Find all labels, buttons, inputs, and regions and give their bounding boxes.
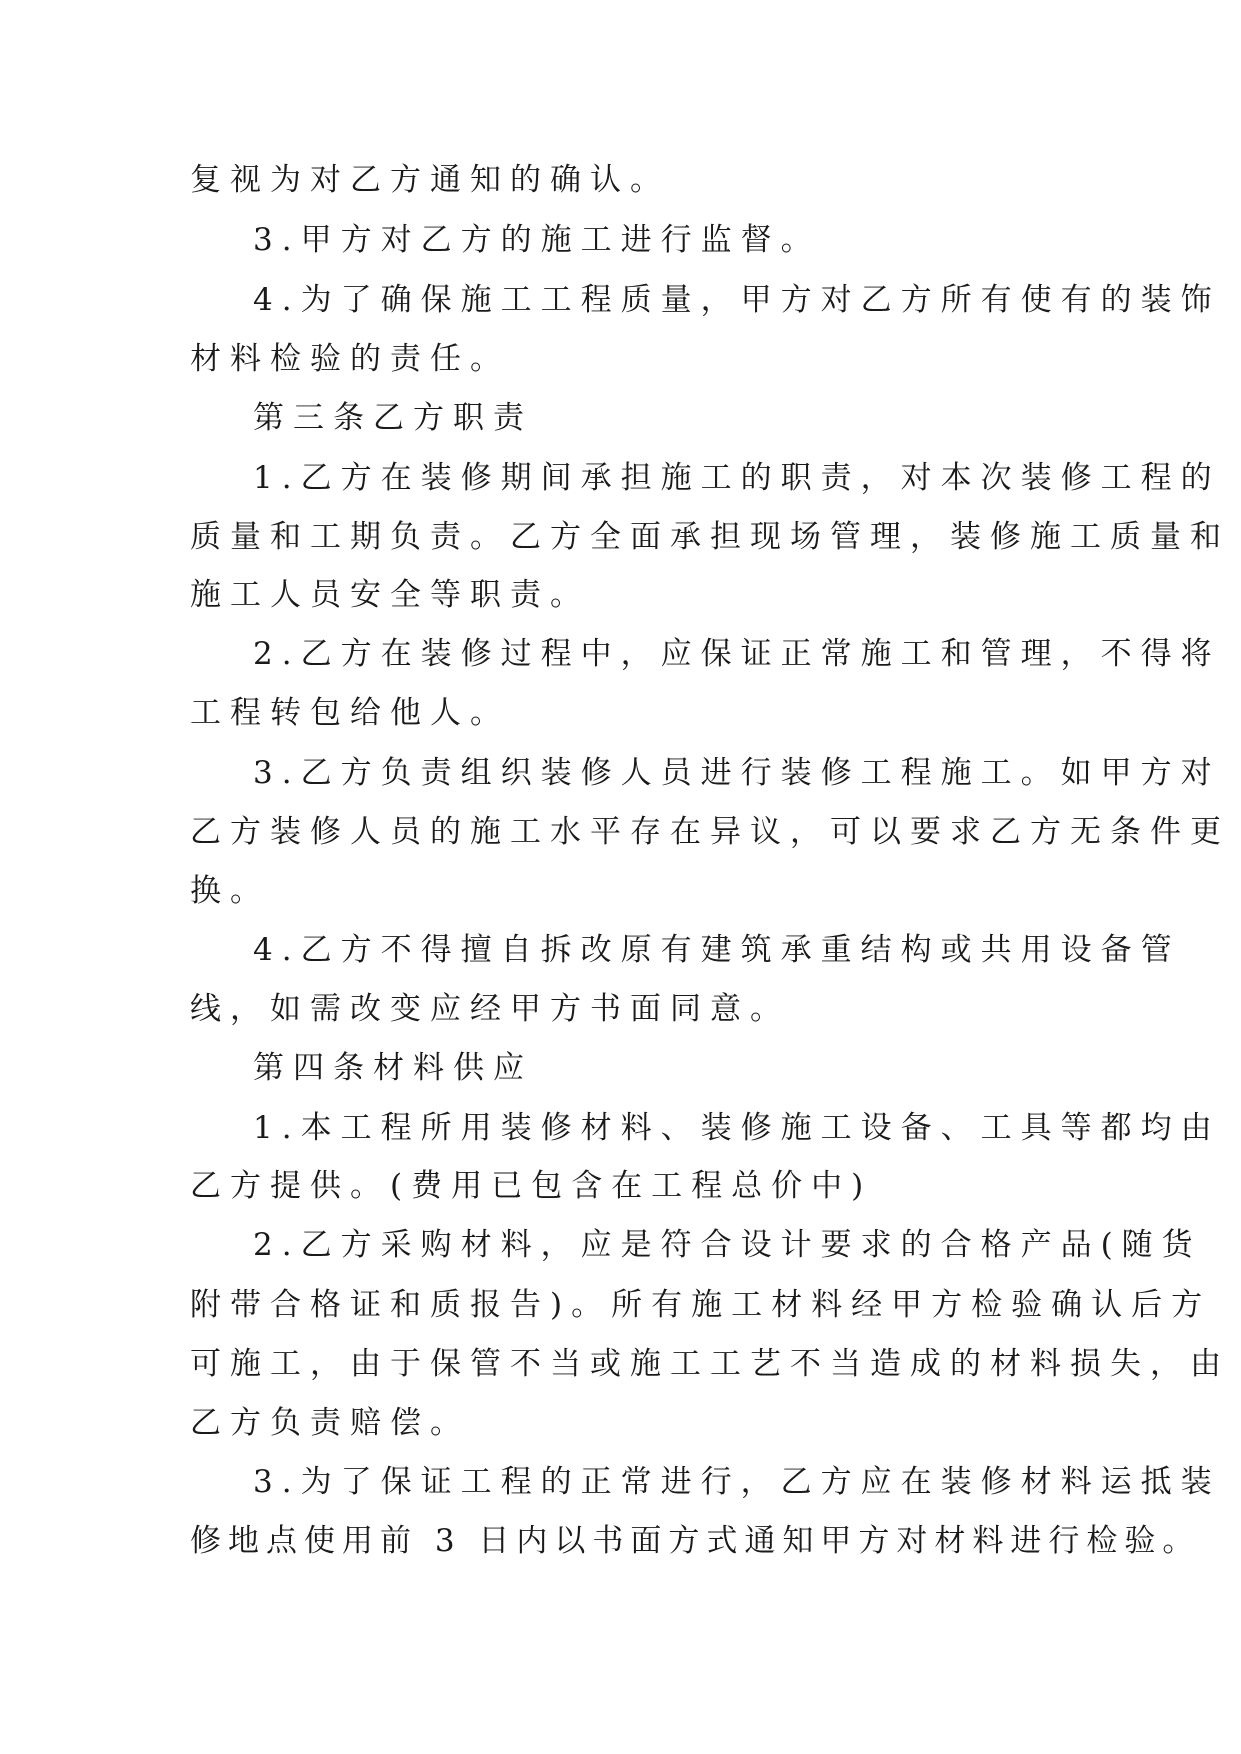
paragraph-line: 3.为了保证工程的正常进行，乙方应在装修材料运抵装 xyxy=(253,1464,1221,1500)
paragraph-line: 2.乙方采购材料，应是符合设计要求的合格产品(随货 xyxy=(253,1227,1202,1263)
paragraph-line: 乙方负责赔偿。 xyxy=(190,1405,470,1441)
paragraph-line: 材料检验的责任。 xyxy=(190,341,510,377)
paragraph-line: 1.本工程所用装修材料、装修施工设备、工具等都均由 xyxy=(253,1110,1221,1146)
paragraph-line: 可施工，由于保管不当或施工工艺不当造成的材料损失，由 xyxy=(190,1346,1230,1382)
paragraph-line: 换。 xyxy=(190,873,270,909)
paragraph-line: 线，如需改变应经甲方书面同意。 xyxy=(190,991,790,1027)
paragraph-line: 乙方装修人员的施工水平存在异议，可以要求乙方无条件更 xyxy=(190,814,1230,850)
paragraph-line: 4.为了确保施工工程质量，甲方对乙方所有使有的装饰 xyxy=(253,282,1221,318)
paragraph-line: 3.甲方对乙方的施工进行监督。 xyxy=(253,222,821,258)
paragraph-line: 3.乙方负责组织装修人员进行装修工程施工。如甲方对 xyxy=(253,755,1221,791)
paragraph-line: 2.乙方在装修过程中，应保证正常施工和管理，不得将 xyxy=(253,636,1221,672)
section-heading: 第四条材料供应 xyxy=(253,1050,533,1086)
paragraph-line: 1.乙方在装修期间承担施工的职责，对本次装修工程的 xyxy=(253,460,1221,496)
section-heading: 第三条乙方职责 xyxy=(253,400,533,436)
paragraph-line: 4.乙方不得擅自拆改原有建筑承重结构或共用设备管 xyxy=(253,932,1181,968)
paragraph-line: 修地点使用前 3 日内以书面方式通知甲方对材料进行检验。 xyxy=(190,1523,1201,1559)
paragraph-line: 工程转包给他人。 xyxy=(190,695,510,731)
paragraph-line: 施工人员安全等职责。 xyxy=(190,577,590,613)
paragraph-line: 乙方提供。(费用已包含在工程总价中) xyxy=(190,1168,873,1204)
paragraph-line: 附带合格证和质报告)。所有施工材料经甲方检验确认后方 xyxy=(190,1287,1212,1323)
paragraph-line: 质量和工期负责。乙方全面承担现场管理，装修施工质量和 xyxy=(190,519,1230,555)
paragraph-line: 复视为对乙方通知的确认。 xyxy=(190,162,670,198)
